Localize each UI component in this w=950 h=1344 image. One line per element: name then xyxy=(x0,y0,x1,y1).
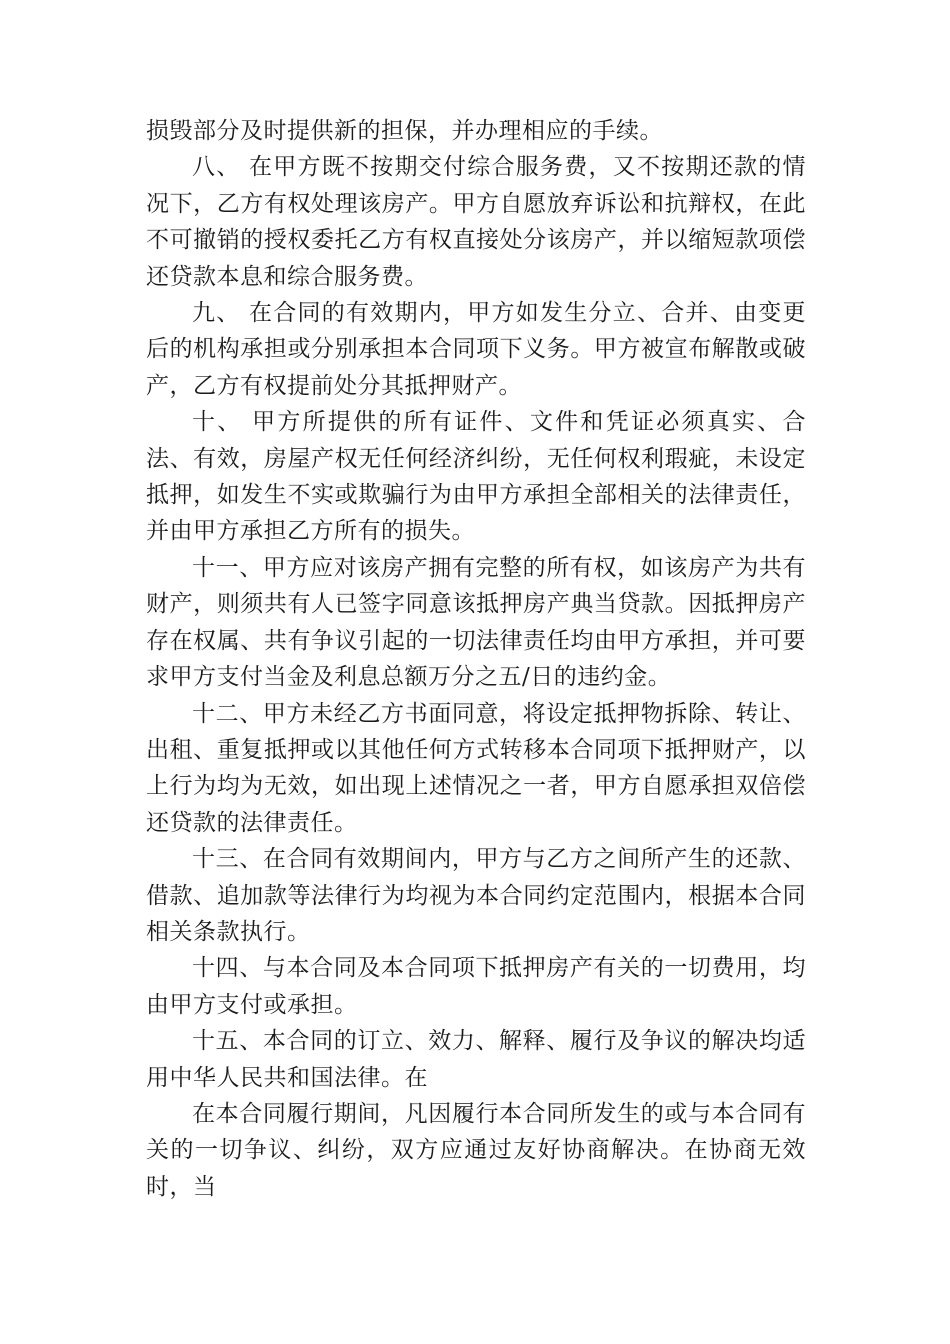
clause-9: 九、 在合同的有效期内，甲方如发生分立、合并、由变更后的机构承担或分别承担本合同项下义务。甲方被宣布解散或破产，乙方有权提前处分其抵押财产。 xyxy=(146,300,806,399)
clause-11: 十一、甲方应对该房产拥有完整的所有权，如该房产为共有财产，则须共有人已签字同意该抵押房产典当贷款。因抵押房产存在权属、共有争议引起的一切法律责任均由甲方承担，并可要求甲方支付当金及利息总额万分之五/日的违约金。 xyxy=(146,554,806,691)
clause-14: 十四、与本合同及本合同项下抵押房产有关的一切费用，均由甲方支付或承担。 xyxy=(146,955,806,1018)
clause-10: 十、 甲方所提供的所有证件、文件和凭证必须真实、合法、有效，房屋产权无任何经济纠纷，无任何权利瑕疵，未设定抵押，如发生不实或欺骗行为由甲方承担全部相关的法律责任，并由甲方承担乙方所有的损失。 xyxy=(146,409,806,545)
document-body xyxy=(146,113,806,1205)
clause-12: 十二、甲方未经乙方书面同意，将设定抵押物拆除、转让、出租、重复抵押或以其他任何方式转移本合同项下抵押财产，以上行为均为无效，如出现上述情况之一者，甲方自愿承担双倍偿还贷款的法律责任。 xyxy=(146,700,806,836)
clause-8: 八、 在甲方既不按期交付综合服务费，又不按期还款的情况下，乙方有权处理该房产。甲方自愿放弃诉讼和抗辩权，在此不可撤销的授权委托乙方有权直接处分该房产，并以缩短款项偿还贷款本息和综合服务费。 xyxy=(146,154,806,290)
clause-15: 十五、本合同的订立、效力、解释、履行及争议的解决均适用中华人民共和国法律。在 xyxy=(146,1028,806,1091)
clause-15-continuation: 在本合同履行期间，凡因履行本合同所发生的或与本合同有关的一切争议、纠纷，双方应通过友好协商解决。在协商无效时，当 xyxy=(146,1100,806,1200)
paragraph-continuation: 损毁部分及时提供新的担保，并办理相应的手续。 xyxy=(146,118,663,144)
clause-13: 十三、在合同有效期间内，甲方与乙方之间所产生的还款、借款、追加款等法律行为均视为本合同约定范围内，根据本合同相关条款执行。 xyxy=(146,846,806,945)
